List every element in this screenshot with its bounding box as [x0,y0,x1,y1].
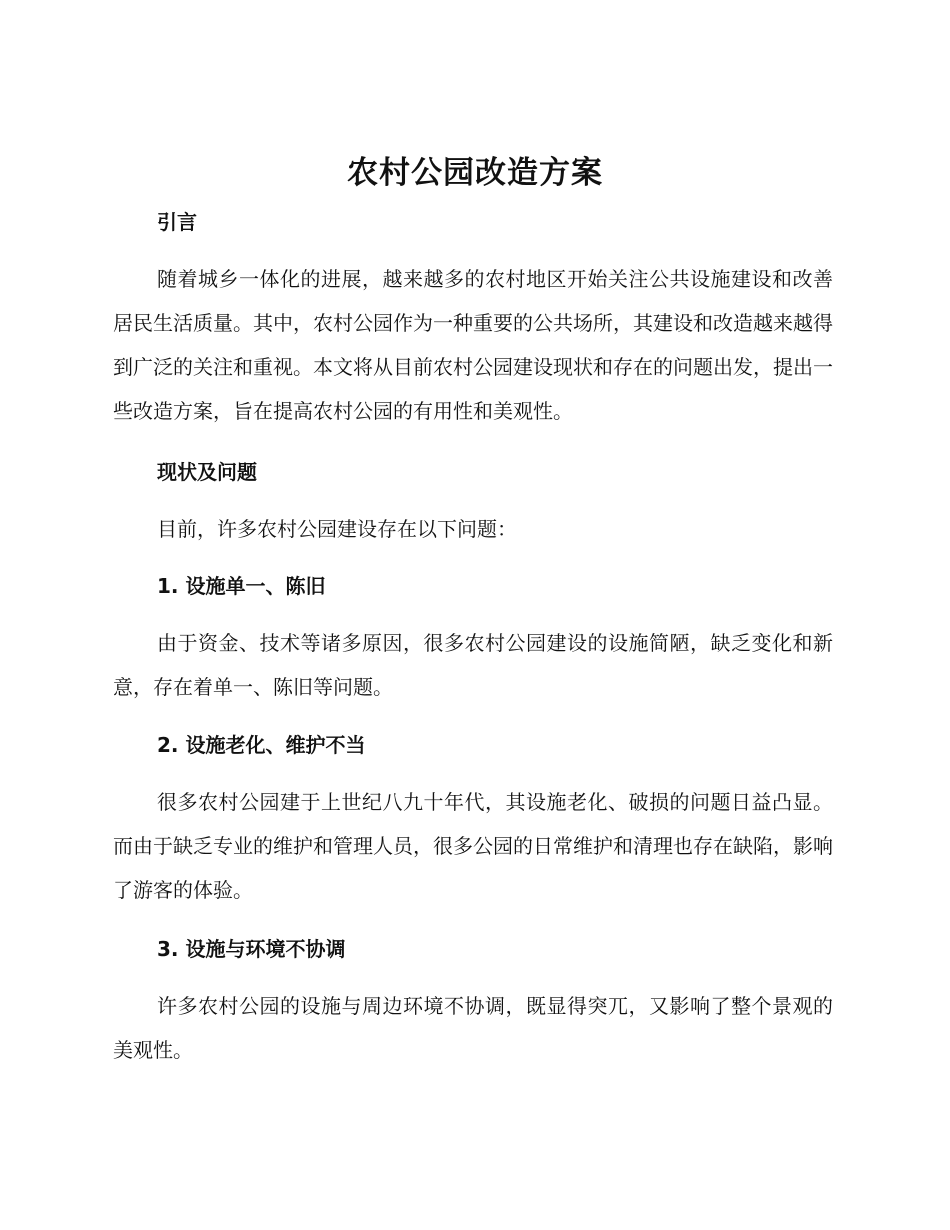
issue-3-heading: 3. 设施与环境不协调 [157,937,346,961]
status-paragraph: 目前，许多农村公园建设存在以下问题： [157,517,517,541]
status-heading: 现状及问题 [157,460,257,484]
intro-paragraph: 随着城乡一体化的进展，越来越多的农村地区开始关注公共设施建设和改善居民生活质量。其中，农村公园作为一种重要的公共场所，其建设和改造越来越得到广泛的关注和重视。本文将从目前农村公园建设现状和存在的问题出发，提出一些改造方案，旨在提高农村公园的有用性和美观性。 [113,267,833,423]
issue-2-heading: 2. 设施老化、维护不当 [157,733,366,757]
issue-1-paragraph: 由于资金、技术等诸多原因，很多农村公园建设的设施简陋，缺乏变化和新意，存在着单一、陈旧等问题。 [113,631,833,699]
issue-3-paragraph: 许多农村公园的设施与周边环境不协调，既显得突兀，又影响了整个景观的美观性。 [113,994,833,1062]
issue-2-paragraph: 很多农村公园建于上世纪八九十年代，其设施老化、破损的问题日益凸显。而由于缺乏专业的维护和管理人员，很多公园的日常维护和清理也存在缺陷，影响了游客的体验。 [113,790,833,902]
document-title: 农村公园改造方案 [347,155,603,191]
intro-heading: 引言 [157,210,197,234]
issue-1-heading: 1. 设施单一、陈旧 [157,574,326,598]
